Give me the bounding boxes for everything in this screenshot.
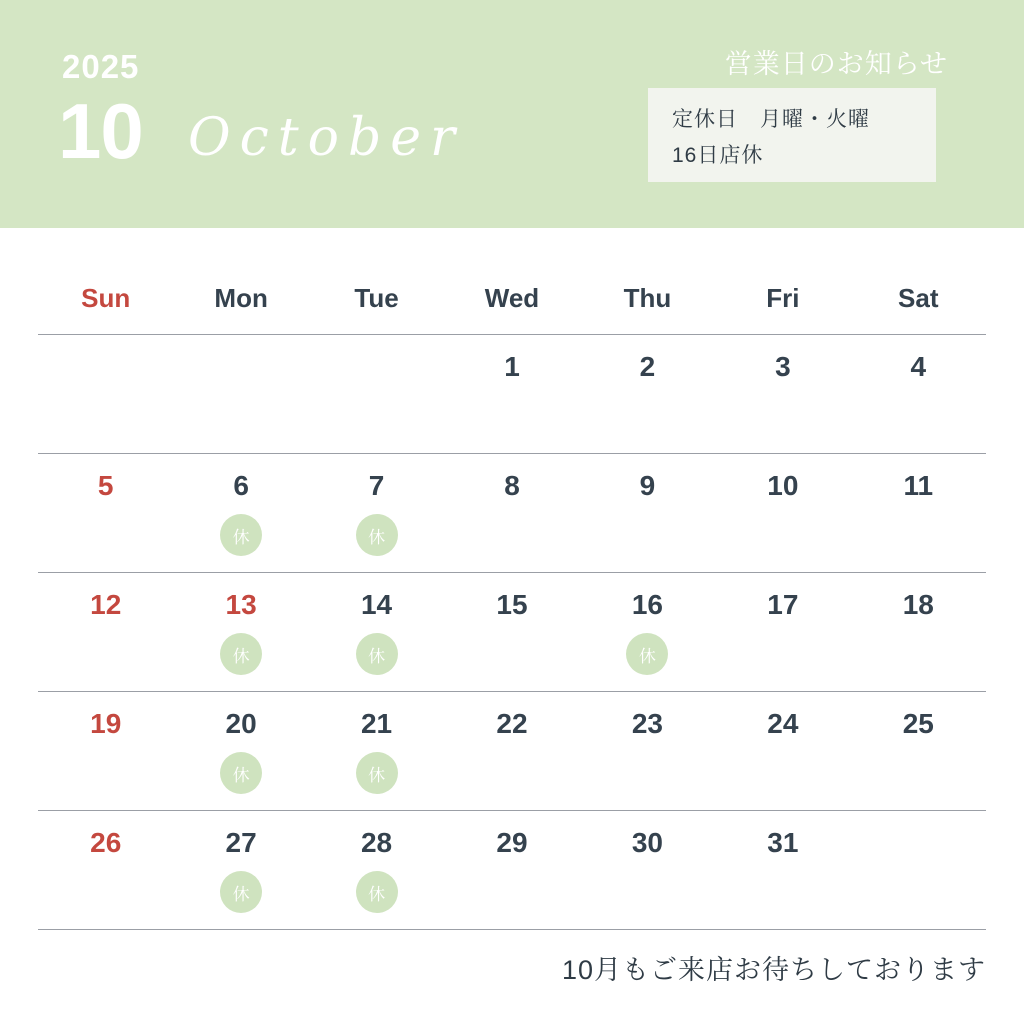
closed-badge: 休	[220, 752, 262, 794]
day-number: 3	[775, 351, 791, 382]
calendar-grid	[38, 262, 986, 930]
notice-title: 営業日のお知らせ	[724, 49, 948, 79]
calendar-day-cell[interactable]	[173, 692, 308, 810]
weekday-sat: Sat	[898, 282, 939, 313]
calendar-day-cell[interactable]	[309, 811, 444, 929]
calendar-day-cell[interactable]	[851, 335, 986, 453]
weekday-header-row	[38, 262, 986, 334]
calendar-day-cell[interactable]	[444, 335, 579, 453]
notice-box	[648, 88, 936, 182]
day-number: 12	[90, 589, 122, 620]
calendar-day-cell[interactable]	[580, 573, 715, 691]
weekday-fri: Fri	[766, 282, 800, 313]
closed-badge: 休	[220, 633, 262, 675]
day-number: 30	[631, 827, 663, 858]
day-number: 23	[631, 708, 663, 739]
calendar-week-row	[38, 811, 986, 929]
day-number: 1	[504, 351, 520, 382]
day-number: 6	[233, 470, 249, 501]
calendar-day-cell[interactable]	[38, 573, 173, 691]
day-number: 24	[767, 708, 799, 739]
month-number-label: 10	[58, 87, 143, 175]
day-number: 4	[910, 351, 927, 382]
day-number: 13	[225, 589, 257, 620]
calendar-week-row	[38, 692, 986, 810]
day-number: 11	[903, 470, 934, 501]
day-number: 17	[767, 589, 799, 620]
calendar-day-cell[interactable]	[580, 335, 715, 453]
calendar-empty-cell	[173, 335, 308, 453]
day-number: 31	[767, 827, 799, 858]
calendar-day-cell[interactable]	[715, 454, 850, 572]
calendar-week-row	[38, 454, 986, 572]
calendar-day-cell[interactable]	[580, 454, 715, 572]
calendar-day-cell[interactable]	[309, 573, 444, 691]
weekday-thu: Thu	[623, 282, 672, 313]
calendar-day-cell[interactable]	[444, 573, 579, 691]
day-number: 25	[902, 708, 934, 739]
calendar-day-cell[interactable]	[580, 811, 715, 929]
notice-line-1: 定休日 月曜・火曜	[672, 108, 870, 131]
closed-badge: 休	[626, 633, 668, 675]
weekday-mon: Mon	[214, 282, 268, 313]
calendar-empty-cell	[38, 335, 173, 453]
calendar-week-row	[38, 573, 986, 691]
day-number: 14	[360, 589, 393, 620]
calendar-day-cell[interactable]	[173, 811, 308, 929]
day-number: 28	[360, 827, 393, 858]
header-band	[0, 0, 1024, 228]
weekday-sun: Sun	[81, 282, 131, 313]
day-number: 19	[90, 708, 122, 739]
calendar-day-cell[interactable]	[851, 692, 986, 810]
day-number: 16	[631, 589, 663, 620]
footer-message: 10月もご来店お待ちしております	[561, 955, 986, 985]
day-number: 8	[504, 470, 520, 501]
day-number: 21	[360, 708, 393, 739]
weekday-wed: Wed	[484, 282, 540, 313]
calendar-day-cell[interactable]	[173, 573, 308, 691]
closed-badge: 休	[356, 752, 398, 794]
calendar-day-cell[interactable]	[38, 454, 173, 572]
day-number: 9	[639, 470, 656, 501]
day-number: 10	[767, 470, 799, 501]
closed-badge: 休	[356, 633, 398, 675]
day-number: 2	[639, 351, 656, 382]
calendar-day-cell[interactable]	[715, 573, 850, 691]
calendar-day-cell[interactable]	[851, 454, 986, 572]
closed-badge: 休	[356, 871, 398, 913]
calendar-day-cell[interactable]	[715, 692, 850, 810]
calendar-day-cell[interactable]	[309, 692, 444, 810]
calendar-empty-cell	[309, 335, 444, 453]
day-number: 20	[225, 708, 257, 739]
calendar-week-row	[38, 335, 986, 453]
month-name-label: October	[188, 108, 464, 168]
calendar-empty-cell	[851, 811, 986, 929]
closed-badge: 休	[356, 514, 398, 556]
calendar-day-cell[interactable]	[444, 454, 579, 572]
calendar-day-cell[interactable]	[173, 454, 308, 572]
day-number: 5	[97, 470, 114, 501]
calendar-day-cell[interactable]	[715, 335, 850, 453]
calendar-day-cell[interactable]	[309, 454, 444, 572]
calendar-day-cell[interactable]	[580, 692, 715, 810]
day-number: 27	[225, 827, 257, 858]
day-number: 15	[496, 589, 528, 620]
calendar-day-cell[interactable]	[38, 692, 173, 810]
divider	[38, 929, 986, 930]
calendar-day-cell[interactable]	[715, 811, 850, 929]
calendar-day-cell[interactable]	[851, 573, 986, 691]
day-number: 22	[496, 708, 528, 739]
calendar-day-cell[interactable]	[444, 811, 579, 929]
calendar-day-cell[interactable]	[38, 811, 173, 929]
notice-line-2: 16日店休	[672, 143, 764, 167]
day-number: 29	[496, 827, 528, 858]
closed-badge: 休	[220, 871, 262, 913]
day-number: 7	[368, 470, 385, 501]
calendar-day-cell[interactable]	[444, 692, 579, 810]
day-number: 26	[90, 827, 122, 858]
weekday-tue: Tue	[354, 282, 399, 313]
closed-badge: 休	[220, 514, 262, 556]
year-label: 2025	[62, 48, 140, 85]
day-number: 18	[902, 589, 934, 620]
